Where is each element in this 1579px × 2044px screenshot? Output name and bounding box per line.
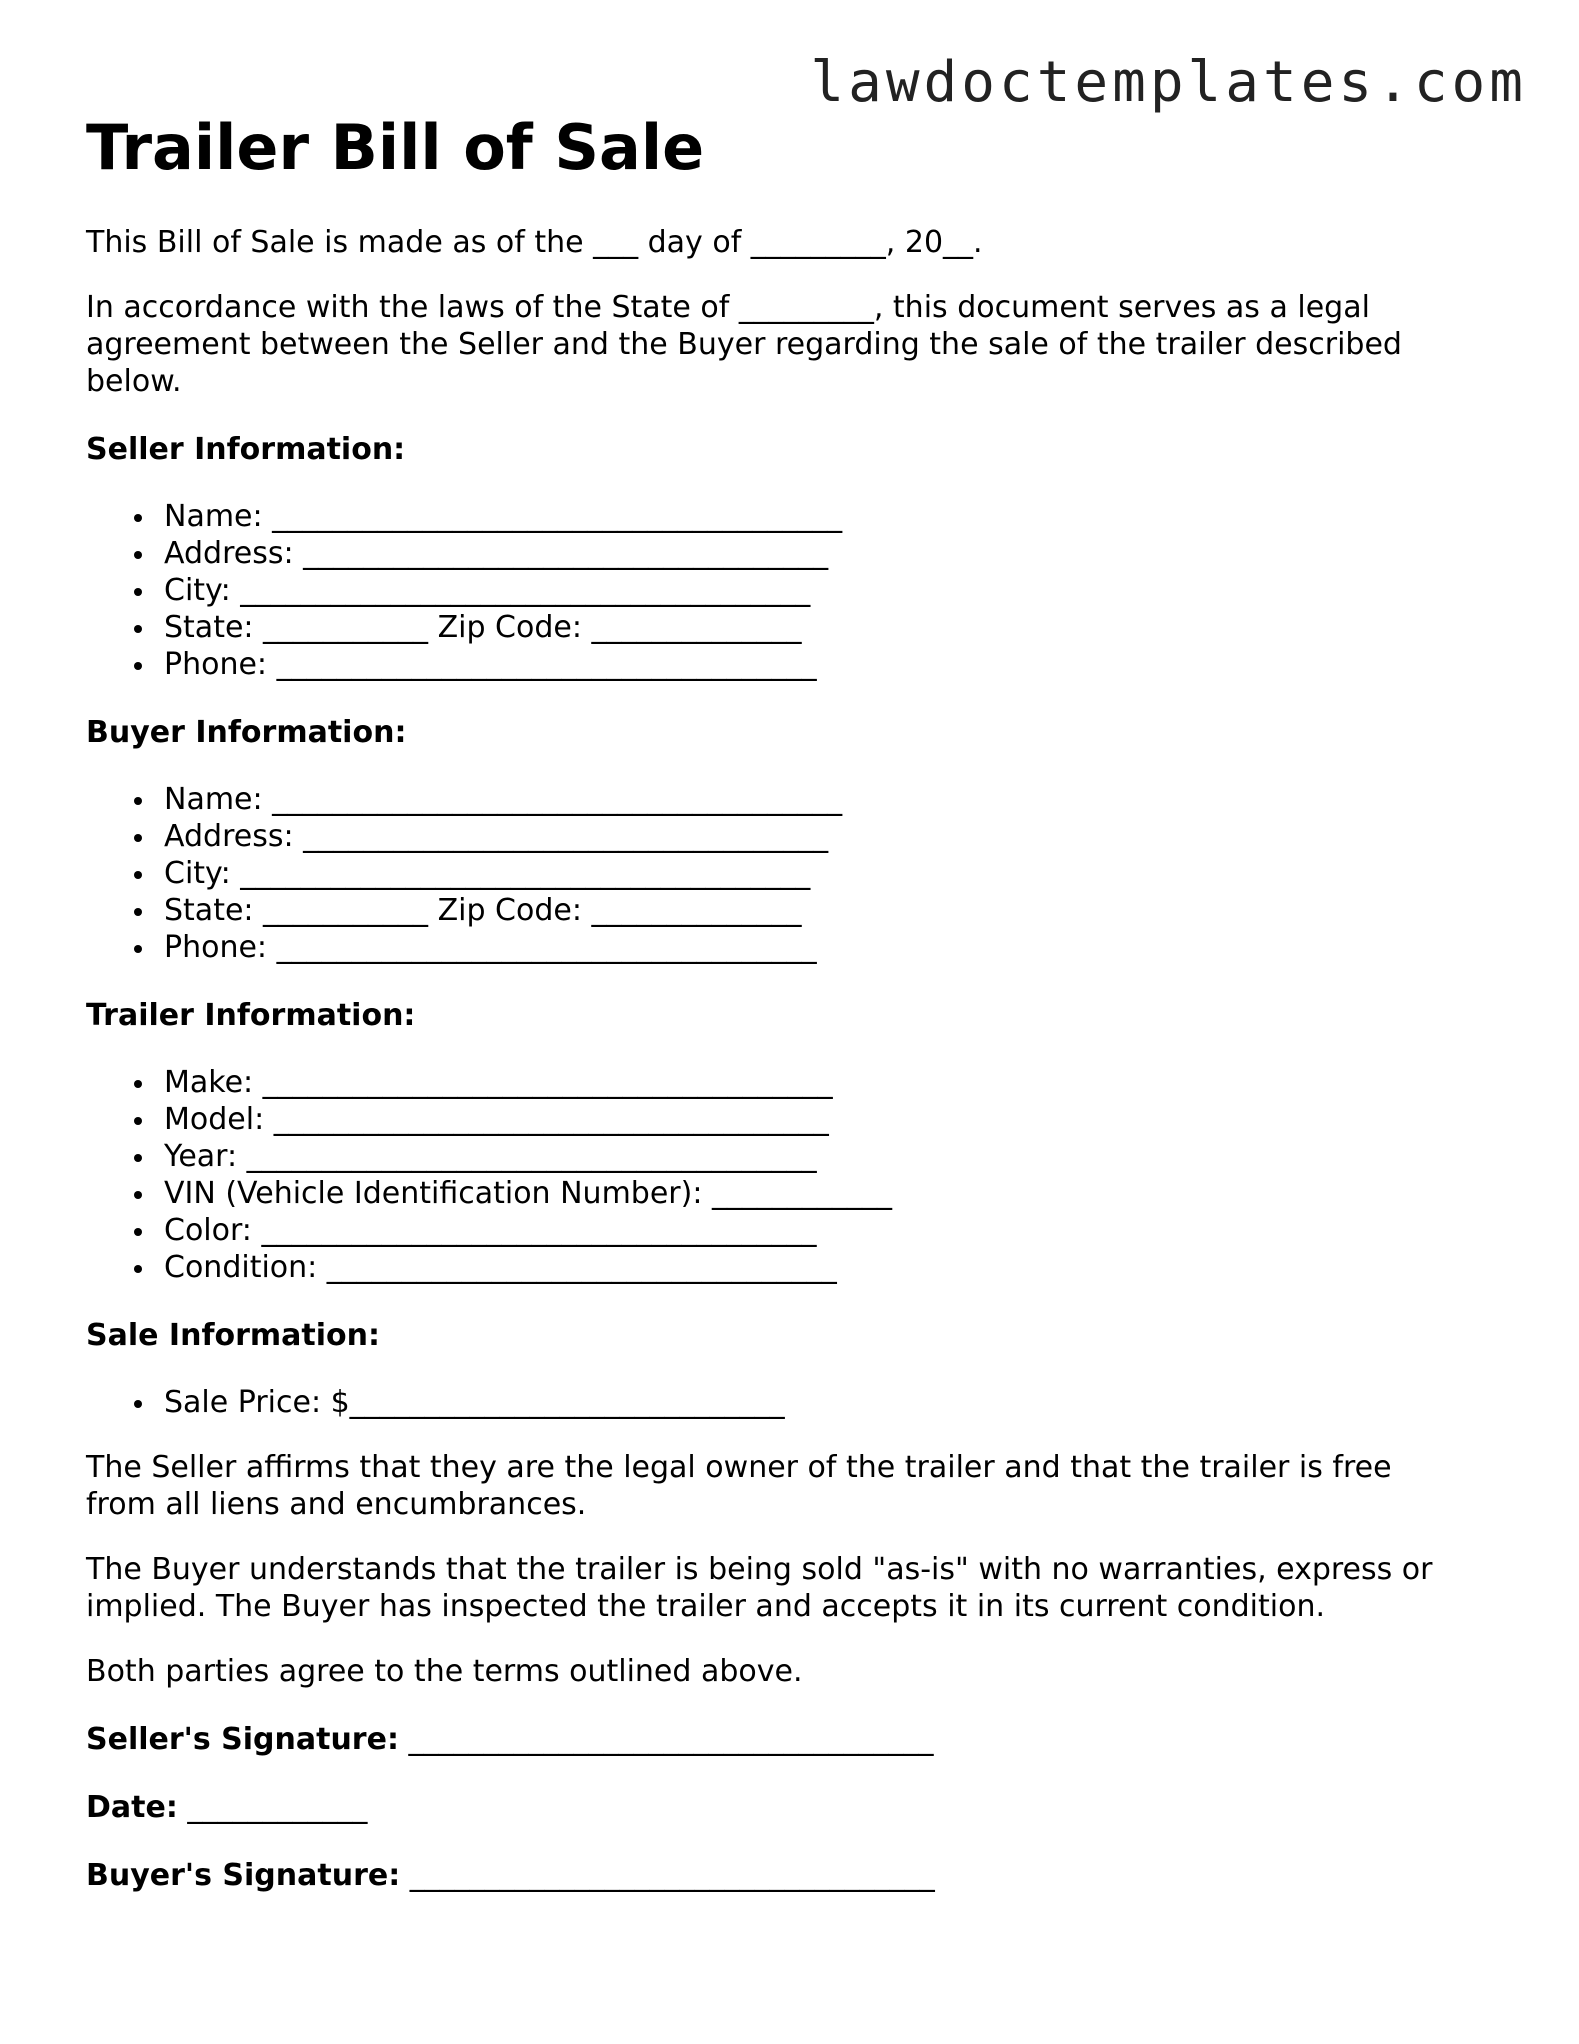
agreement-paragraph: Both parties agree to the terms outlined above. [86,1654,803,1689]
seller-name-field: Name: ______________________________________ [164,498,1486,535]
trailer-information-heading: Trailer Information: [86,998,416,1033]
intro-line: In accordance with the laws of the State of _________, this document serves as a legal [86,290,1370,325]
buyer-signature-line [86,1857,1486,1894]
buyer-signature-label: Buyer's Signature: [86,1858,401,1893]
seller-information-heading: Seller Information: [86,432,406,467]
as-is-line: implied. The Buyer has inspected the trailer and accepts it in its current condition. [86,1589,1325,1624]
seller-signature-label: Seller's Signature: [86,1722,399,1757]
trailer-condition-field: Condition: __________________________________ [164,1249,1486,1286]
seller-phone-field: Phone: ____________________________________ [164,646,1486,683]
buyer-information-list [86,781,1486,966]
sale-information-heading: Sale Information: [86,1318,380,1353]
document-title: Trailer Bill of Sale [86,111,705,184]
intro-line: agreement between the Seller and the Buyer regarding the sale of the trailer described [86,327,1402,362]
trailer-model-field: Model: _____________________________________ [164,1101,1486,1138]
trailer-information-list [86,1064,1486,1286]
intro-line: below. [86,364,182,399]
buyer-information-heading: Buyer Information: [86,715,407,750]
buyer-signature-blank: ___________________________________ [409,1858,935,1893]
sale-price-field: Sale Price: $_____________________________ [164,1384,1486,1421]
seller-address-field: Address: ___________________________________ [164,535,1486,572]
as-is-line: The Buyer understands that the trailer is being sold "as-is" with no warranties, express or [86,1552,1433,1587]
seller-signature-line [86,1721,1486,1758]
trailer-color-field: Color: _____________________________________ [164,1212,1486,1249]
seller-affirmation-paragraph [86,1449,1486,1523]
intro-date-paragraph: This Bill of Sale is made as of the ___ day of _________, 20__. [86,225,983,260]
buyer-city-field: City: ______________________________________ [164,855,1486,892]
sale-information-list [86,1384,1486,1421]
intro-paragraph [86,289,1486,400]
as-is-paragraph [86,1551,1486,1625]
trailer-year-field: Year: ______________________________________ [164,1138,1486,1175]
seller-state-zip-field: State: ___________ Zip Code: ______________ [164,609,1486,646]
trailer-make-field: Make: ______________________________________ [164,1064,1486,1101]
date-line [86,1789,1486,1826]
trailer-vin-field: VIN (Vehicle Identification Number): ____________ [164,1175,1486,1212]
buyer-address-field: Address: ___________________________________ [164,818,1486,855]
seller-information-list [86,498,1486,683]
seller-city-field: City: ______________________________________ [164,572,1486,609]
seller-signature-blank: ___________________________________ [408,1722,934,1757]
date-label: Date: [86,1790,178,1825]
date-blank: ____________ [187,1790,368,1825]
affirmation-line: The Seller affirms that they are the legal owner of the trailer and that the trailer is free [86,1450,1392,1485]
buyer-phone-field: Phone: ____________________________________ [164,929,1486,966]
buyer-name-field: Name: ______________________________________ [164,781,1486,818]
affirmation-line: from all liens and encumbrances. [86,1487,587,1522]
watermark: lawdoctemplates.com [810,50,1527,115]
document [86,108,1486,1894]
buyer-state-zip-field: State: ___________ Zip Code: ______________ [164,892,1486,929]
